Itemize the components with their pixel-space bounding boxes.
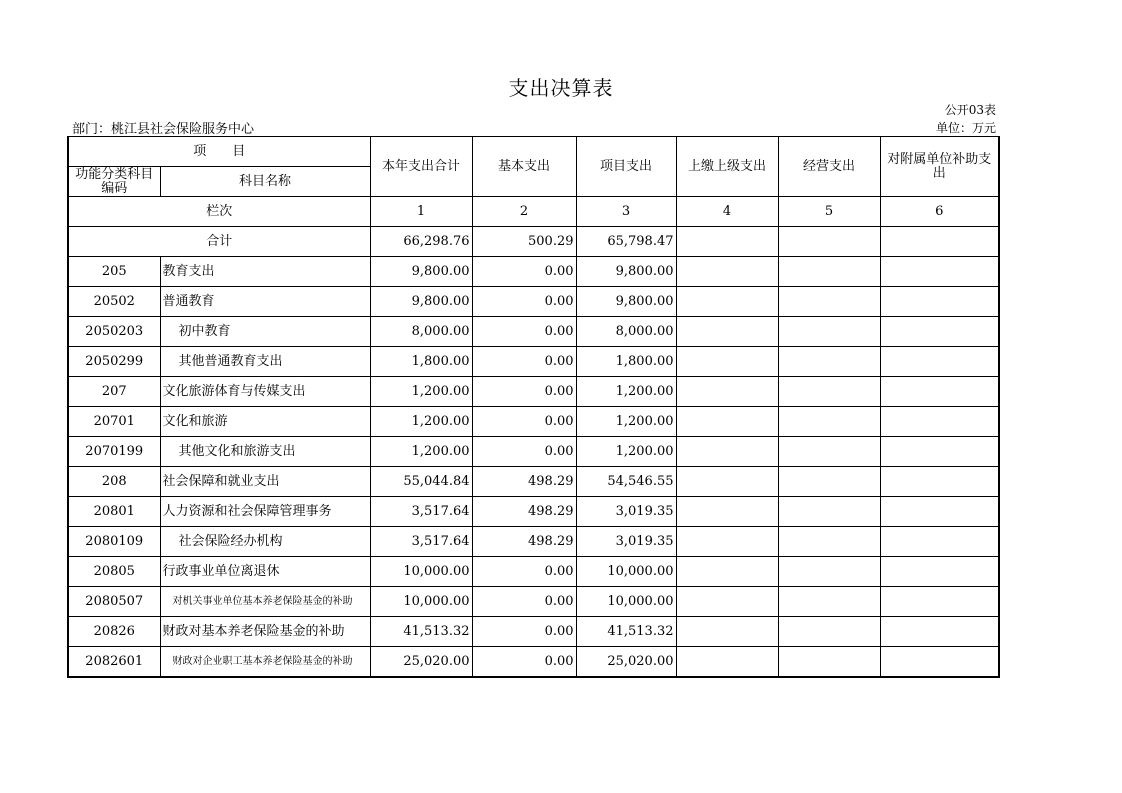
row-project: 1,800.00 [576, 347, 676, 377]
row-total: 1,200.00 [370, 407, 472, 437]
row-name: 行政事业单位离退休 [160, 557, 370, 587]
header-total: 本年支出合计 [370, 137, 472, 197]
row-name: 其他普通教育支出 [160, 347, 370, 377]
table-row [68, 407, 999, 437]
unit-label: 单位：万元 [935, 121, 996, 135]
row-project: 9,800.00 [576, 287, 676, 317]
row-business [778, 557, 880, 587]
header-project: 项目支出 [576, 137, 676, 197]
row-total: 9,800.00 [370, 287, 472, 317]
row-code: 207 [68, 377, 160, 407]
index-cell: 2 [472, 197, 576, 227]
header-basic: 基本支出 [472, 137, 576, 197]
row-subsidy [880, 527, 999, 557]
row-upper [676, 467, 778, 497]
row-code: 20701 [68, 407, 160, 437]
row-subsidy [880, 257, 999, 287]
table-row [68, 497, 999, 527]
row-business [778, 497, 880, 527]
row-upper [676, 407, 778, 437]
table-row [68, 587, 999, 617]
row-basic: 0.00 [472, 587, 576, 617]
total-subsidy [880, 227, 999, 257]
row-total: 3,517.64 [370, 527, 472, 557]
row-code: 20801 [68, 497, 160, 527]
table-row [68, 287, 999, 317]
total-sum: 66,298.76 [370, 227, 472, 257]
row-name: 文化和旅游 [160, 407, 370, 437]
row-name: 人力资源和社会保障管理事务 [160, 497, 370, 527]
table-row [68, 647, 999, 678]
row-upper [676, 557, 778, 587]
row-subsidy [880, 347, 999, 377]
row-code: 205 [68, 257, 160, 287]
table-row [68, 557, 999, 587]
row-basic: 0.00 [472, 317, 576, 347]
total-row [68, 227, 999, 257]
row-total: 10,000.00 [370, 557, 472, 587]
row-total: 1,800.00 [370, 347, 472, 377]
row-subsidy [880, 377, 999, 407]
total-business [778, 227, 880, 257]
row-subsidy [880, 287, 999, 317]
table-row [68, 527, 999, 557]
row-subsidy [880, 587, 999, 617]
row-basic: 498.29 [472, 497, 576, 527]
row-code: 20502 [68, 287, 160, 317]
row-business [778, 437, 880, 467]
row-name: 普通教育 [160, 287, 370, 317]
row-upper [676, 317, 778, 347]
row-upper [676, 377, 778, 407]
row-subsidy [880, 317, 999, 347]
row-code: 2082601 [68, 647, 160, 678]
row-name: 财政对基本养老保险基金的补助 [160, 617, 370, 647]
row-business [778, 467, 880, 497]
total-label: 合计 [68, 227, 370, 257]
department-label: 部门：桃江县社会保险服务中心 [72, 122, 255, 137]
row-project: 54,546.55 [576, 467, 676, 497]
row-code: 20805 [68, 557, 160, 587]
row-subsidy [880, 437, 999, 467]
table-row [68, 347, 999, 377]
row-code: 2080507 [68, 587, 160, 617]
report-title: 支出决算表 [508, 76, 614, 100]
row-business [778, 347, 880, 377]
row-total: 1,200.00 [370, 377, 472, 407]
row-basic: 0.00 [472, 647, 576, 678]
row-total: 41,513.32 [370, 617, 472, 647]
row-subsidy [880, 497, 999, 527]
row-upper [676, 647, 778, 678]
table-row [68, 437, 999, 467]
header-item: 项 目 [68, 137, 370, 167]
row-name: 文化旅游体育与传媒支出 [160, 377, 370, 407]
row-basic: 498.29 [472, 527, 576, 557]
row-project: 10,000.00 [576, 587, 676, 617]
expenditure-table [67, 136, 1000, 678]
row-code: 208 [68, 467, 160, 497]
row-total: 3,517.64 [370, 497, 472, 527]
row-project: 3,019.35 [576, 527, 676, 557]
table-row [68, 317, 999, 347]
index-cell: 1 [370, 197, 472, 227]
row-upper [676, 437, 778, 467]
row-project: 1,200.00 [576, 377, 676, 407]
row-subsidy [880, 557, 999, 587]
total-upper [676, 227, 778, 257]
row-subsidy [880, 407, 999, 437]
row-project: 8,000.00 [576, 317, 676, 347]
row-total: 10,000.00 [370, 587, 472, 617]
row-upper [676, 257, 778, 287]
row-code: 2050299 [68, 347, 160, 377]
header-business: 经营支出 [778, 137, 880, 197]
row-project: 9,800.00 [576, 257, 676, 287]
form-number: 公开03表 [944, 103, 996, 117]
row-project: 25,020.00 [576, 647, 676, 678]
table-row [68, 467, 999, 497]
row-business [778, 377, 880, 407]
index-cell: 4 [676, 197, 778, 227]
row-basic: 0.00 [472, 617, 576, 647]
header-func-code: 功能分类科目编码 [68, 167, 160, 197]
row-project: 3,019.35 [576, 497, 676, 527]
table-row [68, 377, 999, 407]
row-basic: 0.00 [472, 257, 576, 287]
row-name: 社会保障和就业支出 [160, 467, 370, 497]
index-row [68, 197, 999, 227]
row-project: 1,200.00 [576, 437, 676, 467]
index-row-label: 栏次 [68, 197, 370, 227]
row-basic: 0.00 [472, 407, 576, 437]
row-upper [676, 497, 778, 527]
index-cell: 3 [576, 197, 676, 227]
row-basic: 0.00 [472, 437, 576, 467]
row-upper [676, 587, 778, 617]
row-code: 20826 [68, 617, 160, 647]
row-name: 社会保险经办机构 [160, 527, 370, 557]
row-upper [676, 347, 778, 377]
row-total: 1,200.00 [370, 437, 472, 467]
table-row [68, 617, 999, 647]
row-project: 1,200.00 [576, 407, 676, 437]
row-business [778, 317, 880, 347]
row-project: 10,000.00 [576, 557, 676, 587]
row-name: 其他文化和旅游支出 [160, 437, 370, 467]
row-name: 初中教育 [160, 317, 370, 347]
row-basic: 0.00 [472, 287, 576, 317]
table-row [68, 257, 999, 287]
index-cell: 6 [880, 197, 999, 227]
header-upper: 上缴上级支出 [676, 137, 778, 197]
row-business [778, 617, 880, 647]
row-business [778, 527, 880, 557]
row-business [778, 407, 880, 437]
header-subsidy: 对附属单位补助支出 [880, 137, 999, 197]
row-name: 财政对企业职工基本养老保险基金的补助 [160, 647, 370, 678]
row-business [778, 257, 880, 287]
row-subsidy [880, 467, 999, 497]
row-code: 2080109 [68, 527, 160, 557]
row-total: 8,000.00 [370, 317, 472, 347]
row-subsidy [880, 617, 999, 647]
total-basic: 500.29 [472, 227, 576, 257]
row-upper [676, 287, 778, 317]
row-upper [676, 527, 778, 557]
row-name: 对机关事业单位基本养老保险基金的补助 [160, 587, 370, 617]
row-subsidy [880, 647, 999, 678]
row-code: 2070199 [68, 437, 160, 467]
row-project: 41,513.32 [576, 617, 676, 647]
total-project: 65,798.47 [576, 227, 676, 257]
row-basic: 0.00 [472, 347, 576, 377]
row-basic: 0.00 [472, 557, 576, 587]
index-cell: 5 [778, 197, 880, 227]
row-total: 9,800.00 [370, 257, 472, 287]
row-total: 25,020.00 [370, 647, 472, 678]
row-basic: 0.00 [472, 377, 576, 407]
row-business [778, 647, 880, 678]
row-total: 55,044.84 [370, 467, 472, 497]
row-code: 2050203 [68, 317, 160, 347]
row-name: 教育支出 [160, 257, 370, 287]
row-business [778, 587, 880, 617]
row-upper [676, 617, 778, 647]
header-subject-name: 科目名称 [160, 167, 370, 197]
row-business [778, 287, 880, 317]
row-basic: 498.29 [472, 467, 576, 497]
